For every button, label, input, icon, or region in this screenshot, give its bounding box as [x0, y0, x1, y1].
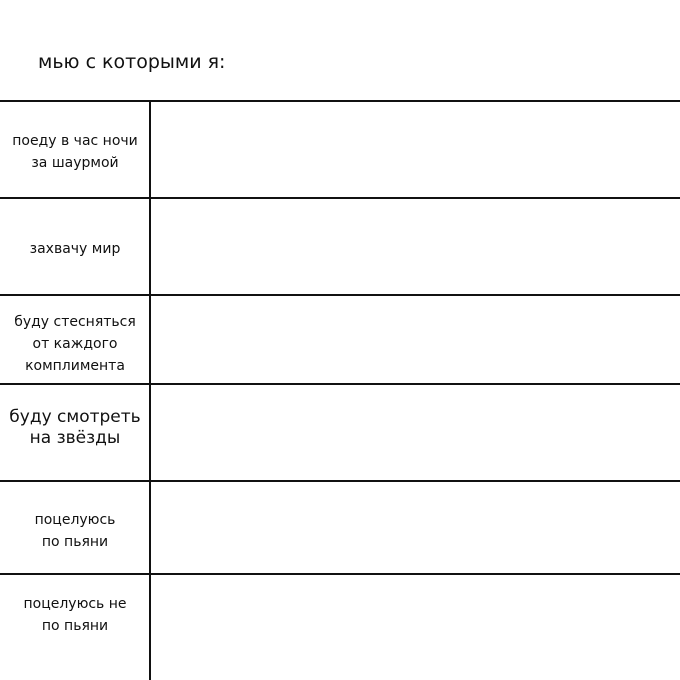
meme-title: мью с которыми я: [38, 51, 226, 73]
row-label-kiss-sober: поцелуюсь не по пьяни [23, 596, 127, 634]
answer-cell-4[interactable] [151, 385, 680, 480]
answer-cell-1[interactable] [151, 102, 680, 197]
row-label-kiss-drunk: поцелуюсь по пьяни [34, 512, 116, 550]
answer-cell-2[interactable] [151, 199, 680, 294]
answer-cell-3[interactable] [151, 296, 680, 383]
answer-cell-6[interactable] [151, 575, 680, 680]
row-label-shawarma: поеду в час ночи за шаурмой [12, 133, 138, 171]
row-label-conquer-world: захвачу мир [29, 241, 121, 257]
answer-cell-5[interactable] [151, 482, 680, 573]
row-label-stars: буду смотреть на звёзды [9, 407, 141, 448]
row-label-shy-compliment: буду стесняться от каждого комплимента [14, 314, 136, 374]
